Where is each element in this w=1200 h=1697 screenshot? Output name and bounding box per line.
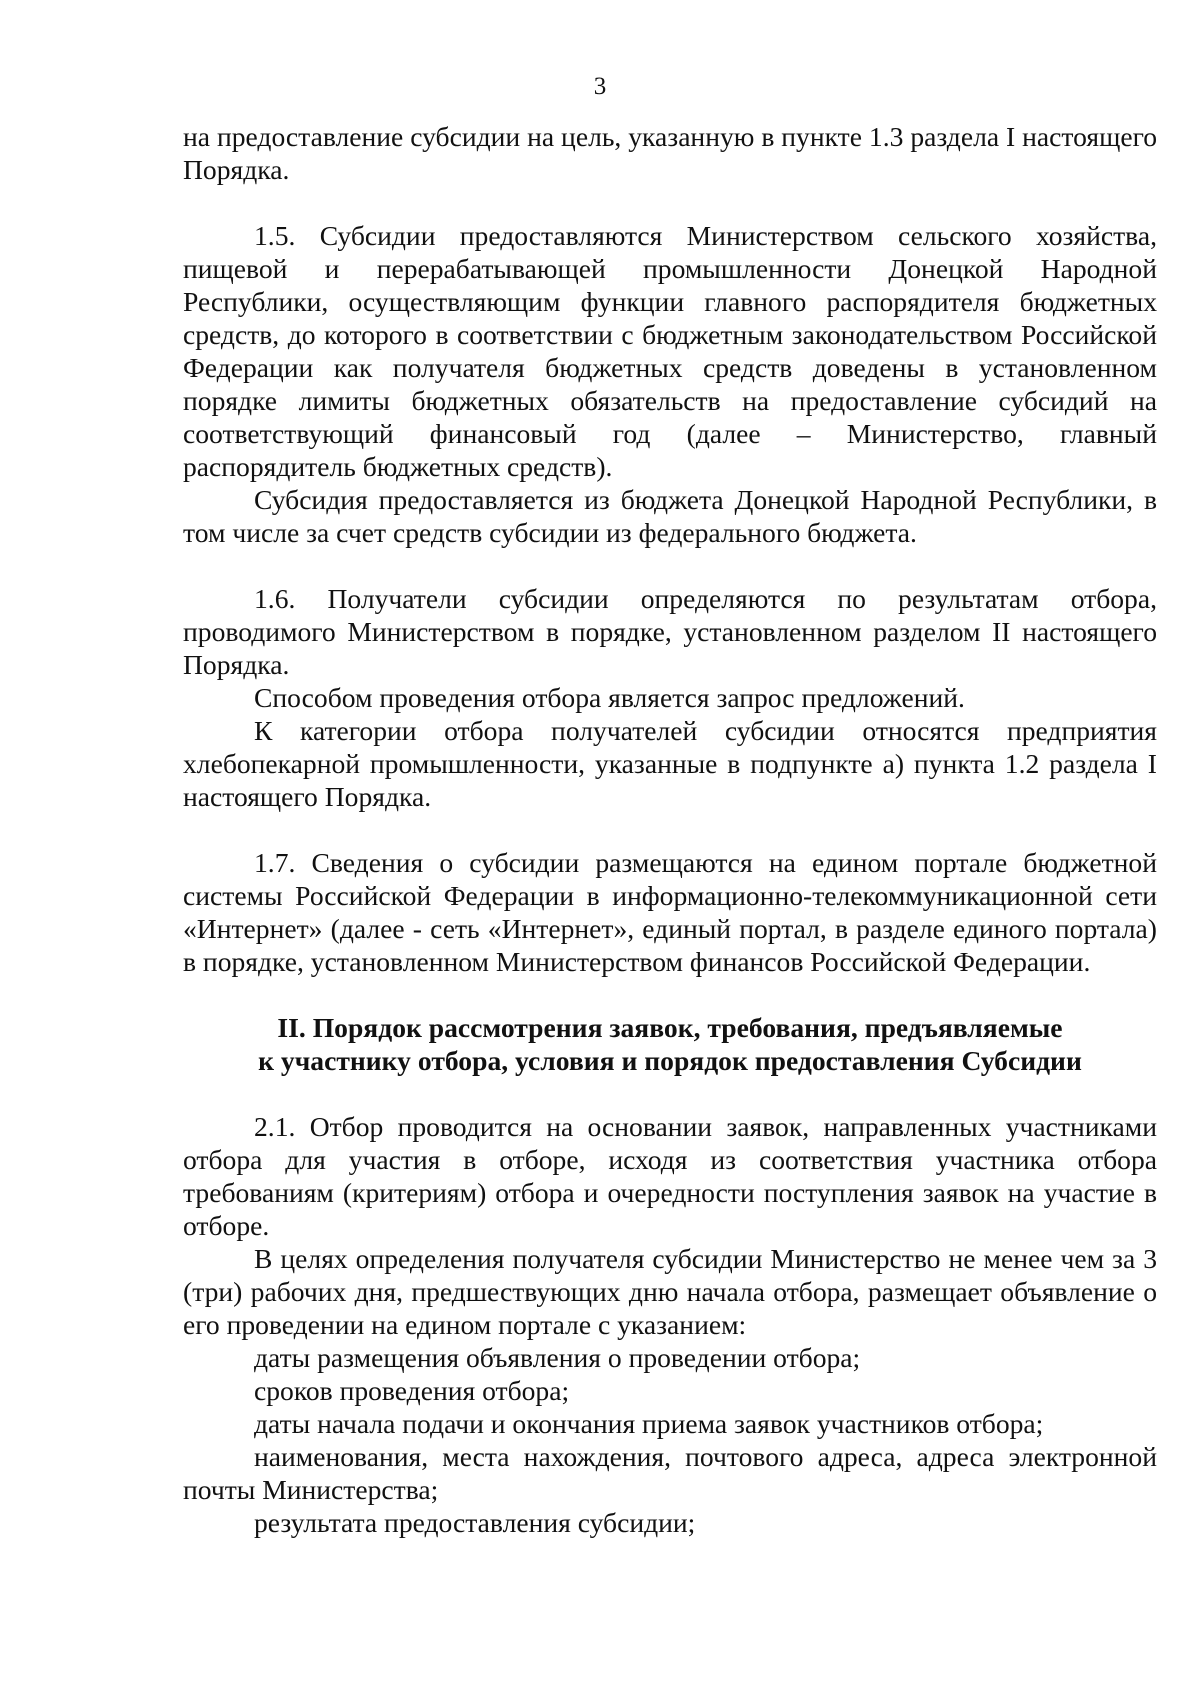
- document-body: [183, 120, 1157, 1539]
- list-item: даты размещения объявления о проведении отбора;: [254, 1342, 861, 1373]
- list-item: сроков проведения отбора;: [254, 1375, 570, 1406]
- paragraph-1-5: 1.5. Субсидии предоставляются Министерством сельского хозяйства, пищевой и перерабатывающей промышленности Донецкой Народной Республики, осуществляющим функции главного распорядителя бюджетных средств, до которого в соответствии с бюджетным законодательством Российской Федерации как получателя бюджетных средств доведены в установленном порядке лимиты бюджетных обязательств на предоставление субсидий на соответствующий финансовый год (далее – Министерство, главный распорядитель бюджетных средств).: [183, 220, 1157, 482]
- paragraph-continuation: на предоставление субсидии на цель, указанную в пункте 1.3 раздела I настоящего Порядка.: [183, 121, 1157, 185]
- page-number: 3: [593, 73, 607, 100]
- paragraph-2-1: 2.1. Отбор проводится на основании заявок, направленных участниками отбора для участия в отборе, исходя из соответствия участника отбора требованиям (критериям) отбора и очередности поступления заявок на участие в отборе.: [183, 1111, 1157, 1241]
- section-2-heading-line-1: II. Порядок рассмотрения заявок, требования, предъявляемые: [277, 1012, 1063, 1043]
- section-2-heading-line-2: к участнику отбора, условия и порядок предоставления Субсидии: [258, 1045, 1082, 1076]
- list-item: наименования, места нахождения, почтового адреса, адреса электронной почты Министерства;: [183, 1441, 1157, 1505]
- paragraph-1-6-selection-method: Способом проведения отбора является запрос предложений.: [254, 682, 965, 713]
- paragraph-1-6-category: К категории отбора получателей субсидии относятся предприятия хлебопекарной промышленности, указанные в подпункте а) пункта 1.2 раздела I настоящего Порядка.: [183, 715, 1157, 812]
- paragraph-1-7: 1.7. Сведения о субсидии размещаются на едином портале бюджетной системы Российской Федерации в информационно-телекоммуникационной сети «Интернет» (далее - сеть «Интернет», единый портал, в разделе единого портала) в порядке, установленном Министерством финансов Российской Федерации.: [183, 847, 1157, 977]
- paragraph-1-5-budget-source: Субсидия предоставляется из бюджета Донецкой Народной Республики, в том числе за счет средств субсидии из федерального бюджета.: [183, 484, 1157, 548]
- list-item: результата предоставления субсидии;: [254, 1507, 696, 1538]
- paragraph-1-6: 1.6. Получатели субсидии определяются по результатам отбора, проводимого Министерством в порядке, установленном разделом II настоящего Порядка.: [183, 583, 1157, 680]
- list-item: даты начала подачи и окончания приема заявок участников отбора;: [254, 1408, 1044, 1439]
- section-2-heading: [183, 1011, 1157, 1077]
- paragraph-2-1-announcement-intro: В целях определения получателя субсидии Министерство не менее чем за 3 (три) рабочих дня, предшествующих дню начала отбора, размещает объявление о его проведении на едином портале с указанием:: [183, 1243, 1157, 1340]
